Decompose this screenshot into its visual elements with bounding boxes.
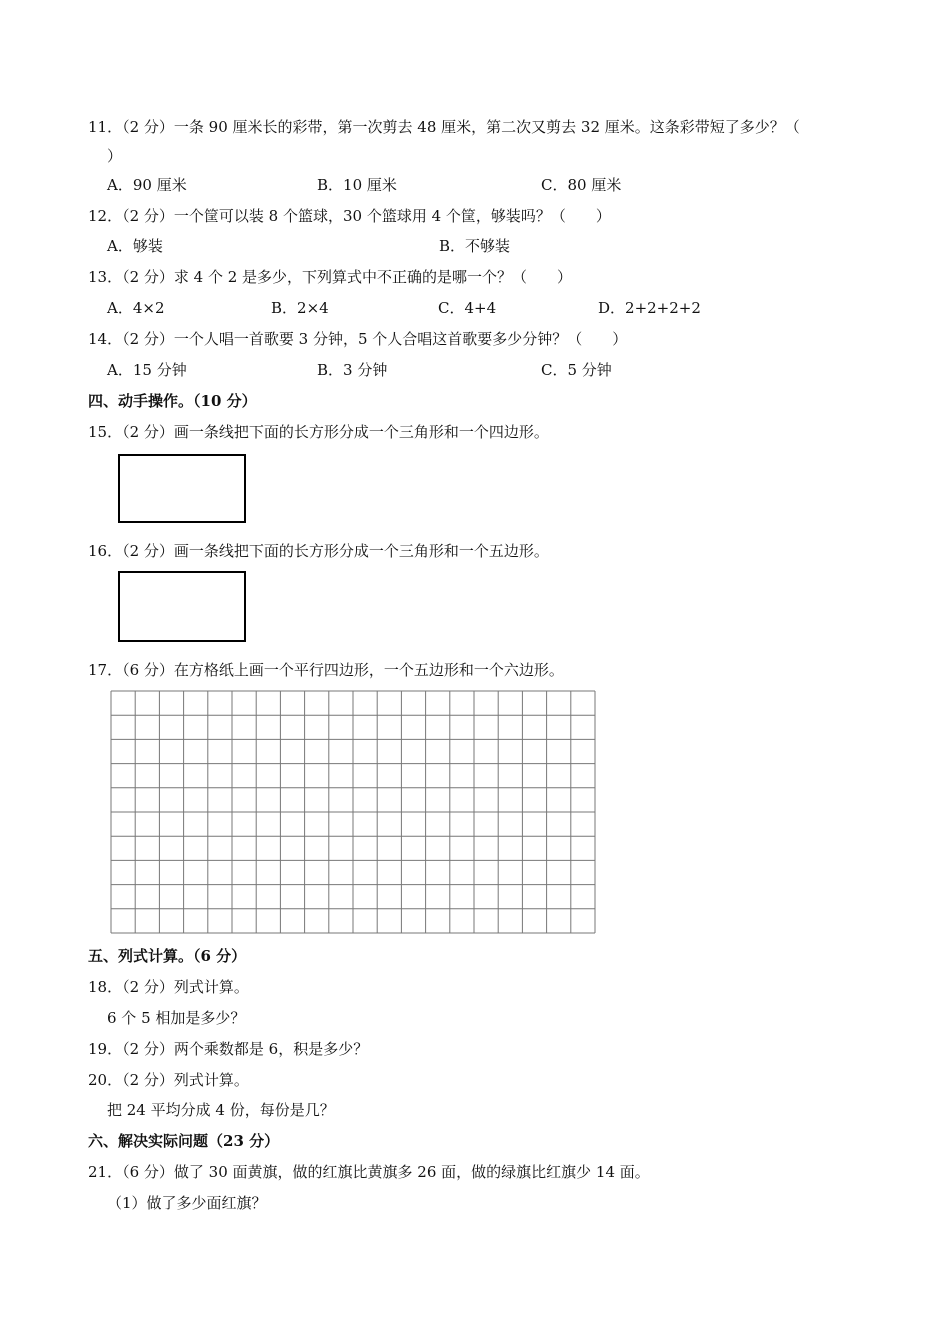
q11-text: 11．（2 分）一条 90 厘米长的彩带，第一次剪去 48 厘米，第二次又剪去 32 厘米。这条彩带短了多少？（ xyxy=(88,118,800,136)
q21-text: 21．（6 分）做了 30 面黄旗，做的红旗比黄旗多 26 面，做的绿旗比红旗少 14 面。 xyxy=(88,1163,650,1181)
q18-subtext: 6 个 5 相加是多少？ xyxy=(107,1009,246,1027)
q16-text: 16．（2 分）画一条线把下面的长方形分成一个三角形和一个五边形。 xyxy=(88,542,549,560)
q12-option-b[interactable]: B．不够装 xyxy=(439,237,511,255)
q20-subtext: 把 24 平均分成 4 份，每份是几？ xyxy=(107,1101,335,1119)
q11-option-b[interactable]: B．10 厘米 xyxy=(317,176,397,194)
q13-option-d[interactable]: D．2+2+2+2 xyxy=(598,299,701,317)
q11-text-cont: ） xyxy=(107,147,123,165)
section-6-heading: 六、解决实际问题（23 分） xyxy=(88,1132,280,1150)
q12-text: 12．（2 分）一个筐可以装 8 个篮球，30 个篮球用 4 个筐，够装吗？（ ） xyxy=(88,207,611,225)
q13-text: 13．（2 分）求 4 个 2 是多少，下列算式中不正确的是哪一个？（ ） xyxy=(88,268,573,286)
q19-text: 19．（2 分）两个乘数都是 6，积是多少？ xyxy=(88,1040,369,1058)
q14-text: 14．（2 分）一个人唱一首歌要 3 分钟，5 个人合唱这首歌要多少分钟？（ ） xyxy=(88,330,628,348)
q13-option-a[interactable]: A．4×2 xyxy=(107,299,165,317)
q15-rectangle[interactable] xyxy=(118,454,246,523)
q12-option-a[interactable]: A．够装 xyxy=(107,237,163,255)
q17-text: 17．（6 分）在方格纸上画一个平行四边形，一个五边形和一个六边形。 xyxy=(88,661,564,679)
q14-option-c[interactable]: C．5 分钟 xyxy=(541,361,612,379)
q16-rectangle[interactable] xyxy=(118,571,246,642)
q11-option-a[interactable]: A．90 厘米 xyxy=(107,176,187,194)
q14-option-b[interactable]: B．3 分钟 xyxy=(317,361,388,379)
q20-text: 20．（2 分）列式计算。 xyxy=(88,1071,249,1089)
section-5-heading: 五、列式计算。（6 分） xyxy=(88,947,247,965)
q13-option-c[interactable]: C．4+4 xyxy=(438,299,497,317)
q15-text: 15．（2 分）画一条线把下面的长方形分成一个三角形和一个四边形。 xyxy=(88,423,549,441)
q18-text: 18．（2 分）列式计算。 xyxy=(88,978,249,996)
graph-paper-grid[interactable] xyxy=(110,690,596,934)
q21-sub-question-1: （1）做了多少面红旗？ xyxy=(107,1194,267,1212)
q14-option-a[interactable]: A．15 分钟 xyxy=(107,361,187,379)
q11-option-c[interactable]: C．80 厘米 xyxy=(541,176,622,194)
q13-option-b[interactable]: B．2×4 xyxy=(271,299,329,317)
section-4-heading: 四、动手操作。（10 分） xyxy=(88,392,257,410)
